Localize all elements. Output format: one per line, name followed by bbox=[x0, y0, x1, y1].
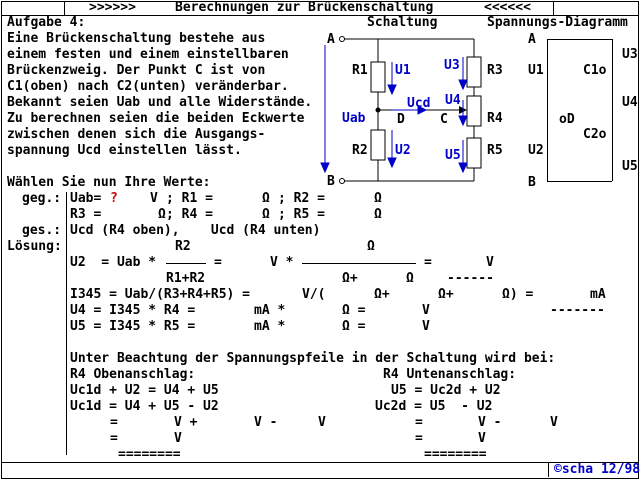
diagram-u1-label: U1 bbox=[528, 63, 544, 78]
i345-r3: Ω+ bbox=[374, 287, 390, 302]
i345-v: V/( bbox=[302, 287, 326, 302]
circuit-title: Schaltung bbox=[367, 15, 438, 30]
footer-sep bbox=[548, 462, 549, 477]
task-line: C1(oben) nach C2(unten) veränderbar. bbox=[7, 79, 289, 94]
u5-unit: V bbox=[422, 319, 430, 334]
node-a-label: A bbox=[327, 32, 335, 47]
r4-unit: Ω bbox=[262, 207, 270, 222]
bottom-case-underline: ======== bbox=[424, 447, 487, 462]
u2-equals: = bbox=[214, 255, 222, 270]
node-c-label: C bbox=[440, 112, 448, 127]
r2-label: R2 bbox=[352, 143, 368, 158]
diagram-a-label: A bbox=[528, 32, 536, 47]
bottom-case-eq3-v2: V bbox=[550, 415, 558, 430]
r3-input[interactable] bbox=[108, 208, 156, 222]
u4-dashes: ------- bbox=[550, 303, 605, 318]
diagram-u4-label: U4 bbox=[622, 95, 638, 110]
top-case-eq4-equals: = bbox=[110, 431, 118, 446]
uab-unit: V bbox=[150, 191, 158, 206]
prompt-text: Wählen Sie nun Ihre Werte: bbox=[7, 175, 211, 190]
r3-label: R3 bbox=[487, 63, 503, 78]
r3-unit: Ω bbox=[158, 207, 166, 222]
r4-label: R4 bbox=[487, 111, 503, 126]
i345-r5: Ω) = bbox=[502, 287, 534, 302]
ucd-label: Ucd bbox=[407, 96, 431, 111]
label-column-divider bbox=[66, 192, 67, 455]
r5-input[interactable] bbox=[330, 208, 370, 222]
r1-label: R1 bbox=[352, 63, 368, 78]
top-case-eq3-equals: = bbox=[110, 415, 118, 430]
top-case-eq2: Uc1d = U4 + U5 - U2 bbox=[70, 399, 219, 414]
r5-unit: Ω bbox=[374, 207, 382, 222]
r3-prefix: R3 = bbox=[70, 207, 102, 222]
bottom-case-eq4-v: V bbox=[478, 431, 486, 446]
task-line: Brückenzweig. Der Punkt C ist von bbox=[7, 63, 266, 78]
u5-ma: mA * bbox=[254, 319, 286, 334]
top-case-underline: ======== bbox=[118, 447, 181, 462]
bottom-case-title: R4 Untenanschlag: bbox=[383, 367, 517, 382]
top-case-eq3-v2: V - bbox=[254, 415, 278, 430]
top-case-eq3-v1: V + bbox=[174, 415, 198, 430]
task-line: Zu berechnen seien die beiden Eckwerte bbox=[7, 111, 305, 126]
copyright: ©scha 12/98 bbox=[554, 462, 640, 477]
uab-prefix: Uab= bbox=[70, 191, 102, 206]
diagram-c1-label: C1o bbox=[583, 63, 607, 78]
sought-label: ges.: bbox=[22, 223, 62, 238]
r5-label: R5 bbox=[487, 143, 503, 158]
u4-ma: mA * bbox=[254, 303, 286, 318]
diagram-u3-label: U3 bbox=[622, 47, 638, 62]
top-case-eq4-v: V bbox=[174, 431, 182, 446]
u5-omega: Ω = bbox=[342, 319, 366, 334]
i345-lhs: I345 = Uab/(R3+R4+R5) = bbox=[70, 287, 251, 302]
nav-back-button[interactable]: >>>>>> bbox=[89, 0, 136, 15]
r1-unit: Ω bbox=[262, 191, 270, 206]
u3-label: U3 bbox=[444, 58, 460, 73]
u2-value-fraction-bar bbox=[302, 263, 416, 264]
u4-omega: Ω = bbox=[342, 303, 366, 318]
task-line: einem festen und einem einstellbaren bbox=[7, 47, 289, 62]
top-case-title: R4 Obenanschlag: bbox=[70, 367, 196, 382]
top-case-eq3-v3: V bbox=[318, 415, 326, 430]
bottom-case-eq1: U5 = Uc2d + U2 bbox=[391, 383, 501, 398]
arrows-note: Unter Beachtung der Spannungspfeile in der Schaltung wird bei: bbox=[70, 351, 556, 366]
u5-label: U5 bbox=[445, 148, 461, 163]
i345-r4: Ω+ bbox=[438, 287, 454, 302]
r2-unit: Ω bbox=[374, 191, 382, 206]
r1-input[interactable] bbox=[218, 192, 258, 206]
node-b-label: B bbox=[327, 174, 335, 189]
u2-omega-denom-1: Ω+ bbox=[342, 271, 358, 286]
diagram-b-label: B bbox=[528, 175, 536, 190]
page-title: Berechnungen zur Brückenschaltung bbox=[175, 0, 434, 15]
task-line: Bekannt seien Uab und alle Widerstände. bbox=[7, 95, 313, 110]
u2-omega-denom-2: Ω bbox=[406, 271, 414, 286]
given-label: geg.: bbox=[22, 191, 62, 206]
diagram-u2-label: U2 bbox=[528, 143, 544, 158]
u2-numerator: R2 bbox=[175, 239, 191, 254]
r4-prefix: ; R4 = bbox=[166, 207, 213, 222]
r4-input[interactable] bbox=[218, 208, 258, 222]
bottom-case-eq4-equals: = bbox=[415, 431, 423, 446]
i345-unit: mA bbox=[590, 287, 606, 302]
u2-result-unit: V bbox=[486, 255, 494, 270]
u4-unit: V bbox=[422, 303, 430, 318]
diagram-top-line bbox=[547, 39, 612, 40]
diagram-bottom-line bbox=[547, 181, 612, 182]
top-case-eq1: Uc1d + U2 = U4 + U5 bbox=[70, 383, 219, 398]
diagram-right-axis bbox=[612, 39, 613, 181]
u2-lhs: U2 = Uab * bbox=[70, 255, 157, 270]
task-line: Eine Brückenschaltung bestehe aus bbox=[7, 31, 266, 46]
task-line: zwischen denen sich die Ausgangs- bbox=[7, 127, 266, 142]
footer-divider bbox=[1, 462, 639, 463]
nav-forward-button[interactable]: <<<<<< bbox=[484, 0, 531, 15]
u2-omega-numerator: Ω bbox=[367, 239, 375, 254]
u1-label: U1 bbox=[395, 63, 411, 78]
uab-label: Uab bbox=[342, 111, 366, 126]
r2-input[interactable] bbox=[330, 192, 370, 206]
solution-label: Lösung: bbox=[7, 239, 62, 254]
u5-lhs: U5 = I345 * R5 = bbox=[70, 319, 196, 334]
u2-equals-2: = bbox=[424, 255, 432, 270]
diagram-c2-label: C2o bbox=[583, 127, 607, 142]
u4-label: U4 bbox=[445, 93, 461, 108]
u2-label: U2 bbox=[395, 143, 411, 158]
diagram-left-axis bbox=[547, 39, 548, 181]
sought-text: Ucd (R4 oben), Ucd (R4 unten) bbox=[70, 223, 321, 238]
u2-v-times: V * bbox=[270, 255, 294, 270]
node-d-label: D bbox=[397, 112, 405, 127]
bottom-case-eq3-v1: V - bbox=[478, 415, 502, 430]
u2-result-dashes: ------ bbox=[447, 271, 494, 286]
task-label: Aufgabe 4: bbox=[7, 15, 86, 30]
u4-lhs: U4 = I345 * R4 = bbox=[70, 303, 196, 318]
r2-prefix: ; R2 = bbox=[278, 191, 325, 206]
bottom-case-eq2: Uc2d = U5 - U2 bbox=[375, 399, 493, 414]
diagram-d-label: oD bbox=[559, 112, 575, 127]
r5-prefix: ; R5 = bbox=[278, 207, 325, 222]
bottom-case-eq3-equals: = bbox=[415, 415, 423, 430]
u2-denominator: R1+R2 bbox=[166, 271, 206, 286]
diagram-title: Spannungs-Diagramm bbox=[487, 15, 628, 30]
input-cursor[interactable]: ? bbox=[110, 191, 118, 206]
u2-fraction-bar bbox=[166, 263, 206, 264]
task-line: spannung Ucd einstellen lässt. bbox=[7, 143, 242, 158]
diagram-u5-label: U5 bbox=[622, 159, 638, 174]
r1-prefix: ; R1 = bbox=[166, 191, 213, 206]
